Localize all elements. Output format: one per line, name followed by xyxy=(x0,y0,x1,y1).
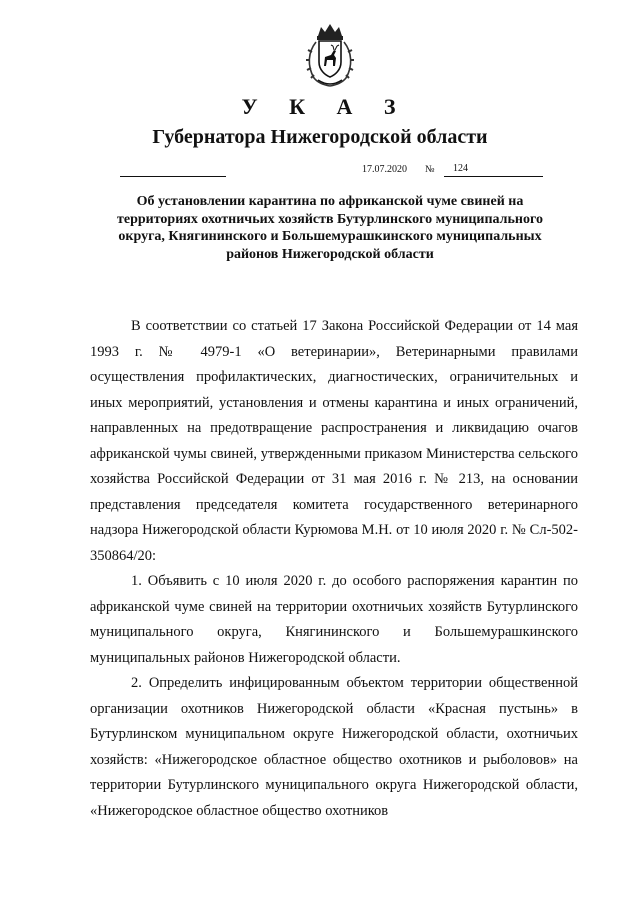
number-sign: № xyxy=(425,164,435,175)
preamble-paragraph: В соответствии со статьей 17 Закона Российской Федерации от 14 мая 1993 г. № 4979-1 «О ветеринарии», Ветеринарными правилами осуществления профилактических, диагностических, ограничительных и иных мероприятий, установления и отмены карантина и иных ограничений, направленных на предотвращение распространения и ликвидацию очагов африканской чумы свиней, утвержденными приказом Министерства сельского хозяйства Российской Федерации от 31 мая 2016 г. № 213, на основании представления председателя комитета государственного ветеринарного надзора Нижегородской области Курюмова М.Н. от 10 июля 2020 г. № Сл-502-350864/20: xyxy=(90,318,578,564)
document-subject: Об установлении карантина по африканской чуме свиней на территориях охотничьих хозяйств Бутурлинского муниципального округа, Княгининского и Большемурашкинского муниципальных районов Нижегородской области xyxy=(117,194,543,262)
item-2-paragraph: 2. Определить инфицированным объектом территории общественной организации охотников Нижегородской области «Красная пустынь» в Бутурлинском муниципальном округе Нижегородской области, охотничьих хозяйств: «Нижегородское областное общество охотников и рыболовов» на территории Бутурлинского муниципального округа Нижегородской области, «Нижегородское областное общество охотников xyxy=(90,675,578,819)
document-number-line xyxy=(444,176,543,177)
document-number: 124 xyxy=(453,163,468,174)
item-1-paragraph: 1. Объявить с 10 июля 2020 г. до особого распоряжения карантин по африканской чуме свиней на территории охотничьих хозяйств Бутурлинского муниципального округа, Княгининского и Большемурашкинского муниципальных районов Нижегородской области. xyxy=(90,573,578,666)
issuer-title: Губернатора Нижегородской области xyxy=(152,126,488,148)
document-date: 17.07.2020 xyxy=(362,164,407,175)
nizhny-novgorod-coat-of-arms-icon xyxy=(304,22,356,88)
blank-signature-line xyxy=(120,176,226,177)
document-type-title: У К А З xyxy=(241,94,409,119)
document-body xyxy=(90,314,578,824)
